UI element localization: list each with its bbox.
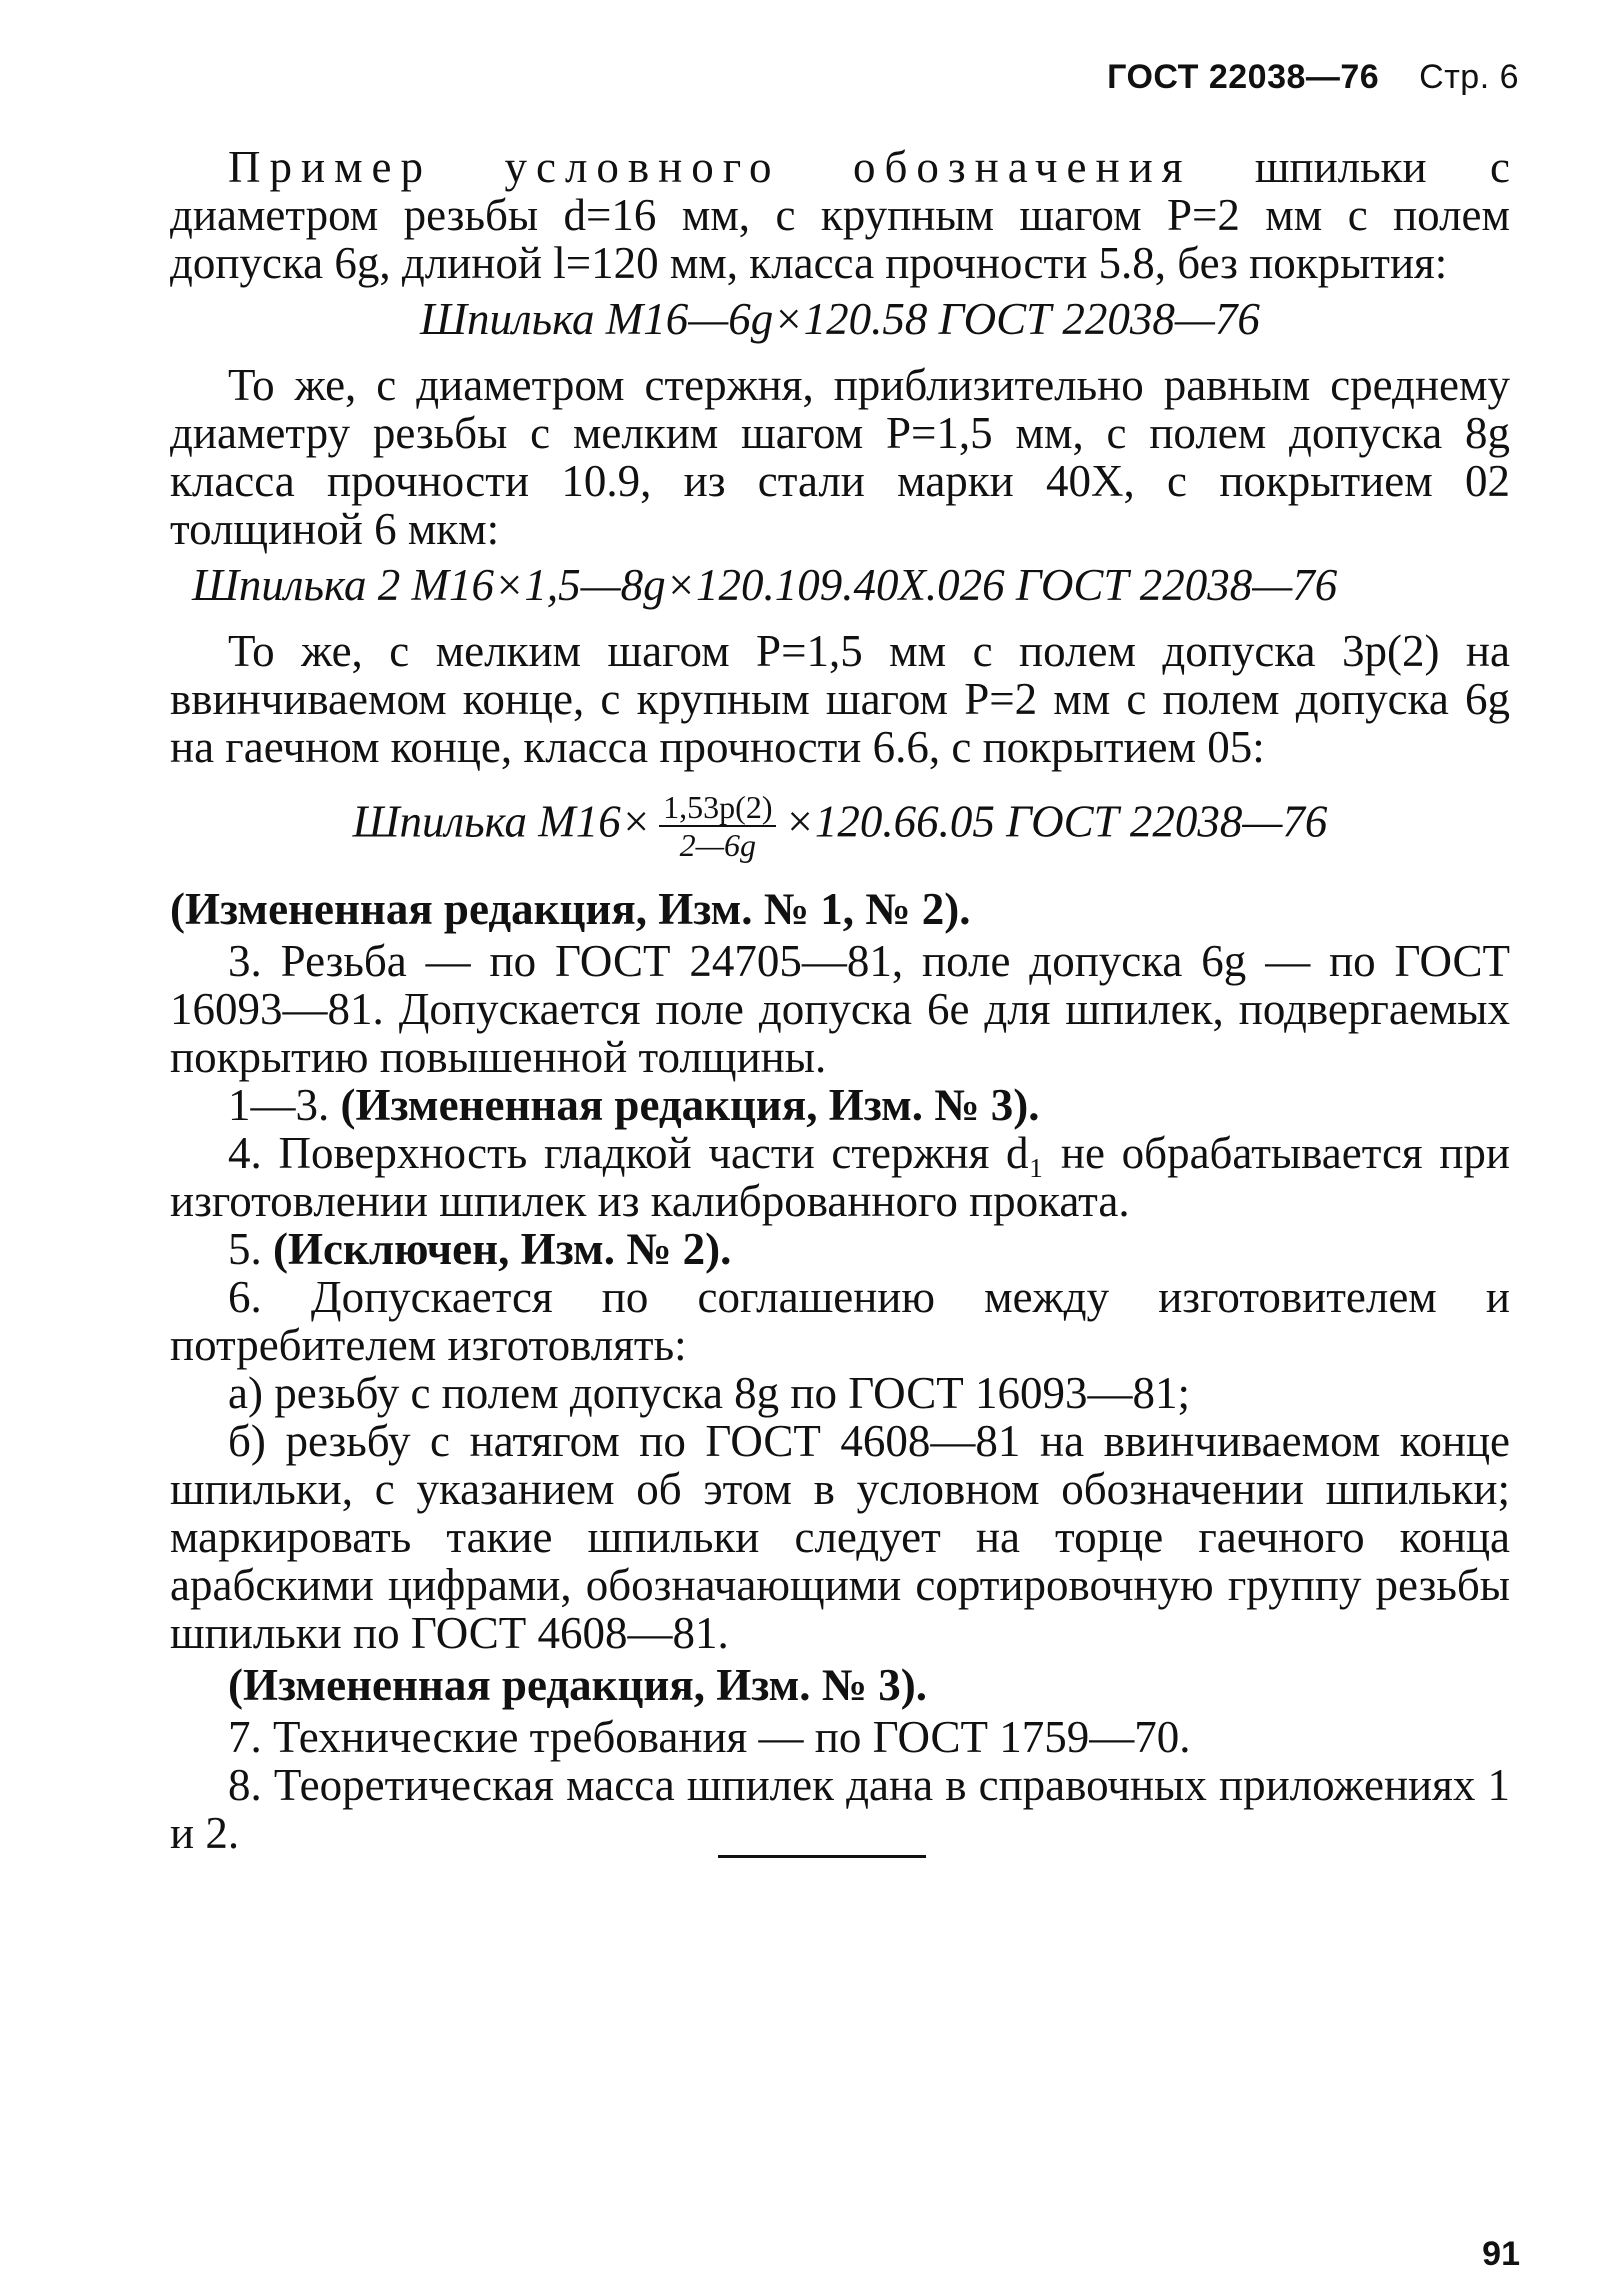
clause-5-number: 5. bbox=[228, 1224, 262, 1274]
body-text bbox=[170, 143, 1510, 1857]
standard-number: ГОСТ 22038—76 bbox=[1107, 58, 1380, 96]
clause-5 bbox=[170, 1225, 1510, 1273]
example-paragraph-2: То же, с диаметром стержня, приблизительно равным среднему диаметру резьбы с мелким шагом P=1,5 мм, с полем допуска 8g класса прочности 10.9, из стали марки 40Х, с покрытием 02 толщиной 6 мкм: bbox=[170, 360, 1510, 554]
amendment-note-3: (Измененная редакция, Изм. № 3). bbox=[228, 1660, 928, 1710]
amendment-note-2: (Измененная редакция, Изм. № 3). bbox=[340, 1080, 1040, 1130]
clause-5-text: (Исключен, Изм. № 2). bbox=[273, 1224, 732, 1274]
clause-6b: б) резьбу с натягом по ГОСТ 4608—81 на ввинчиваемом конце шпильки, с указанием об этом в условном обозначении шпильки; маркировать такие шпильки следует на торце гаечного конца арабскими цифрами, обозначающими сортировочную группу резьбы шпильки по ГОСТ 4608—81. bbox=[170, 1416, 1510, 1658]
end-rule bbox=[718, 1855, 926, 1858]
designation-formula-2: Шпилька 2 М16×1,5—8g×120.109.40Х.026 ГОСТ 22038—76 bbox=[192, 560, 1338, 610]
formula-3-prefix: Шпилька М16× bbox=[352, 796, 652, 847]
amendment-note-2-line bbox=[170, 1081, 1510, 1129]
clause-6: 6. Допускается по соглашению между изготовителем и потребителем изготовлять: bbox=[170, 1272, 1510, 1370]
example-text: шпильки с диаметром резьбы d=16 мм, с крупным шагом P=2 мм с полем допуска 6g, длиной l=120 мм, класса прочности 5.8, без покрытия: bbox=[170, 142, 1510, 288]
amendment-note-1: (Измененная редакция, Изм. № 1, № 2). bbox=[170, 884, 971, 934]
amendment-note-2-prefix: 1—3. bbox=[228, 1080, 330, 1130]
thread-fraction bbox=[659, 789, 776, 863]
formula-3-suffix: ×120.66.05 ГОСТ 22038—76 bbox=[784, 796, 1328, 847]
page-number: 91 bbox=[1482, 2235, 1520, 2273]
clause-3: 3. Резьба — по ГОСТ 24705—81, поле допуска 6g — по ГОСТ 16093—81. Допускается поле допуска 6е для шпилек, подвергаемых покрытию повышенной толщины. bbox=[170, 936, 1510, 1082]
clause-6a: а) резьбу с полем допуска 8g по ГОСТ 16093—81; bbox=[228, 1368, 1190, 1418]
page-label: Стр. 6 bbox=[1419, 58, 1519, 96]
fraction-numerator: 1,53p(2) bbox=[659, 789, 776, 827]
fraction-denominator: 2—6g bbox=[679, 827, 757, 863]
designation-formula-3 bbox=[170, 789, 1510, 863]
clause-8: 8. Теоретическая масса шпилек дана в справочных приложениях 1 и 2. bbox=[170, 1760, 1510, 1858]
example-paragraph-3: То же, с мелким шагом P=1,5 мм с полем допуска 3p(2) на ввинчиваемом конце, с крупным шагом P=2 мм с полем допуска 6g на гаечном конце, класса прочности 6.6, с покрытием 05: bbox=[170, 626, 1510, 772]
example-paragraph bbox=[170, 143, 1510, 287]
clause-7: 7. Технические требования — по ГОСТ 1759—70. bbox=[228, 1712, 1191, 1762]
designation-formula-1: Шпилька М16—6g×120.58 ГОСТ 22038—76 bbox=[420, 294, 1260, 344]
example-lead: Пример условного обозначения bbox=[228, 142, 1192, 192]
running-header bbox=[1107, 58, 1519, 97]
clause-4: 4. Поверхность гладкой части стержня d₁ не обрабатывается при изготовлении шпилек из калиброванного проката. bbox=[170, 1128, 1510, 1226]
